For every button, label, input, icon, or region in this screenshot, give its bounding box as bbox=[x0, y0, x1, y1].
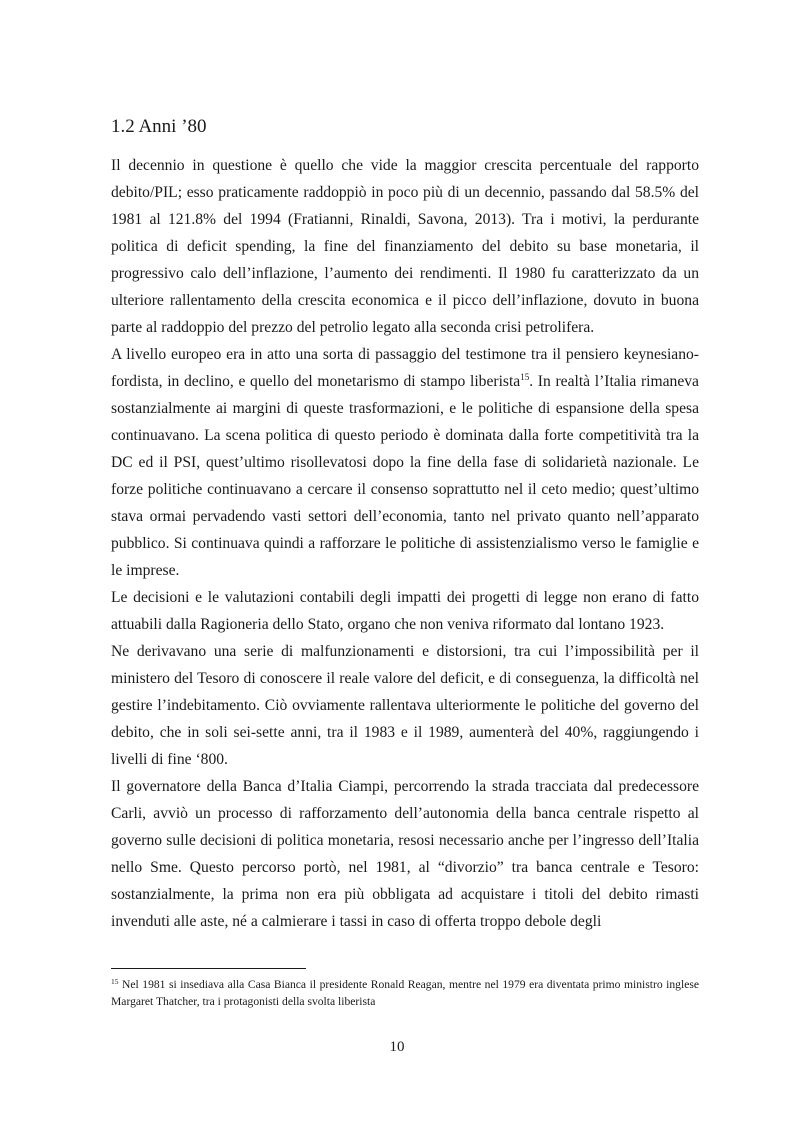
paragraph-4: Ne derivavano una serie di malfunzionamenti e distorsioni, tra cui l’impossibilità per il ministero del Tesoro di conoscere il reale valore del deficit, e di conseguenza, la difficoltà nel gestire l’indebitamento. Ciò ovviamente rallentava ulteriormente le politiche del governo del debito, che in soli sei-sette anni, tra il 1983 e il 1989, aumenterà del 40%, raggiungendo i livelli di fine ‘800. bbox=[111, 643, 699, 768]
footnote bbox=[111, 976, 699, 1010]
paragraph-2-text-end: . In realtà l’Italia rimaneva sostanzialmente ai margini di queste trasformazioni, e le politiche di espansione della spesa continuavano. La scena politica di questo periodo è dominata dalla forte competitività tra la DC ed il PSI, quest’ultimo risollevatosi dopo la fine della fase di solidarietà nazionale. Le forze politiche continuavano a cercare il consenso soprattutto nel il ceto medio; quest’ultimo stava ormai pervadendo vasti settori dell’economia, tanto nel privato quanto nell’apparato pubblico. Si continuava quindi a rafforzare le politiche di assistenzialismo verso le famiglie e le imprese. bbox=[111, 373, 699, 579]
footnote-reference[interactable]: 15 bbox=[520, 372, 530, 382]
section-heading: 1.2 Anni ’80 bbox=[111, 116, 207, 137]
footnote-number: 15 bbox=[111, 977, 119, 986]
paragraph-5: Il governatore della Banca d’Italia Ciampi, percorrendo la strada tracciata dal predecessore Carli, avviò un processo di rafforzamento dell’autonomia della banca centrale rispetto al governo sulle decisioni di politica monetaria, resosi necessario anche per l’ingresso dell’Italia nello Sme. Questo percorso portò, nel 1981, al “divorzio” tra banca centrale e Tesoro: sostanzialmente, la prima non era più obbligata ad acquistare i titoli del debito rimasti invenduti alle aste, né a calmierare i tassi in caso di offerta troppo debole degli bbox=[111, 778, 699, 930]
body-text bbox=[111, 152, 699, 935]
paragraph-3: Le decisioni e le valutazioni contabili degli impatti dei progetti di legge non erano di fatto attuabili dalla Ragioneria dello Stato, organo che non veniva riformato dal lontano 1923. bbox=[111, 589, 699, 633]
paragraph-2 bbox=[111, 341, 699, 584]
paragraph-1: Il decennio in questione è quello che vide la maggior crescita percentuale del rapporto debito/PIL; esso praticamente raddoppiò in poco più di un decennio, passando dal 58.5% del 1981 al 121.8% del 1994 (Fratianni, Rinaldi, Savona, 2013). Tra i motivi, la perdurante politica di deficit spending, la fine del finanziamento del debito su base monetaria, il progressivo calo dell’inflazione, l’aumento dei rendimenti. Il 1980 fu caratterizzato da un ulteriore rallentamento della crescita economica e il picco dell’inflazione, dovuto in buona parte al raddoppio del prezzo del petrolio legato alla seconda crisi petrolifera. bbox=[111, 157, 699, 336]
page-number: 10 bbox=[389, 1039, 405, 1055]
footnote-text: Nel 1981 si insediava alla Casa Bianca il presidente Ronald Reagan, mentre nel 1979 era diventata primo ministro inglese Margaret Thatcher, tra i protagonisti della svolta liberista bbox=[111, 978, 699, 1008]
paragraph-2-text-start: A livello europeo era in atto una sorta di passaggio del testimone tra il pensiero keynesiano-fordista, in declino, e quello del monetarismo di stampo liberista bbox=[111, 346, 699, 390]
footnote-separator bbox=[111, 968, 306, 969]
